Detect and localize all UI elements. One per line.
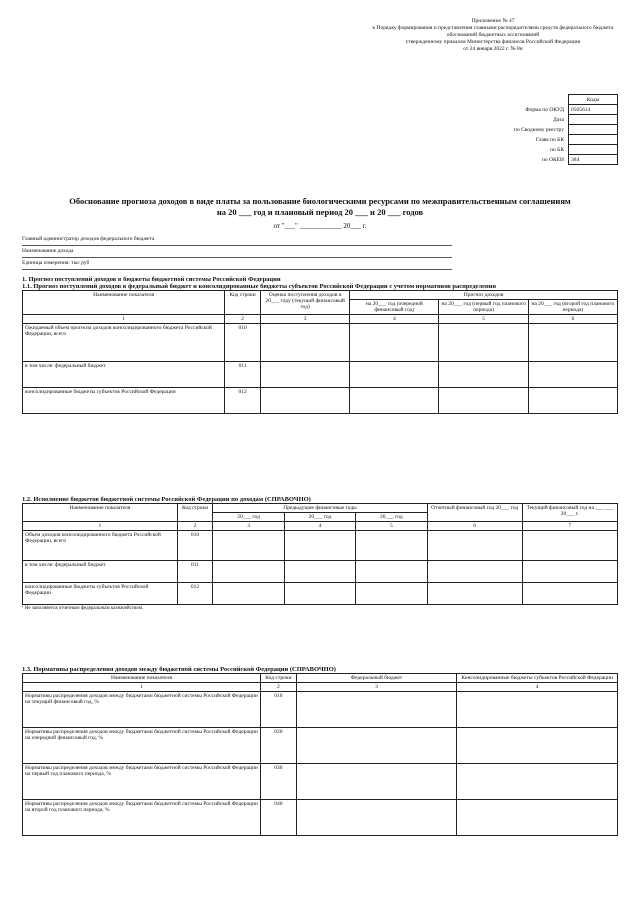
col-header: Федеральный бюджет [296, 674, 457, 683]
col-header: 20___ год [213, 513, 284, 522]
row-name: в том числе: федеральный бюджет [23, 561, 178, 583]
appendix-line: обоснований бюджетных ассигнований [446, 32, 540, 38]
col-number: 1 [23, 315, 225, 324]
value-cell[interactable] [439, 324, 528, 362]
col-number: 5 [439, 315, 528, 324]
table-row [23, 388, 618, 414]
codes-header: Коды [569, 95, 618, 105]
table-row [23, 800, 618, 836]
row-code: 020 [261, 728, 297, 764]
value-cell[interactable] [439, 388, 528, 414]
code-value [569, 125, 618, 135]
value-cell[interactable] [296, 692, 457, 728]
value-cell[interactable] [457, 764, 618, 800]
value-cell[interactable] [528, 362, 617, 388]
col-number: 7 [522, 522, 617, 531]
row-name: консолидированные бюджеты субъектов Российской Федерации [23, 583, 178, 605]
row-name: в том числе: федеральный бюджет [23, 362, 225, 388]
value-cell[interactable] [260, 324, 349, 362]
value-cell[interactable] [350, 362, 439, 388]
col-header: на 20___ год (первый год планового периода) [439, 300, 528, 315]
table-row [23, 561, 618, 583]
value-cell[interactable] [350, 324, 439, 362]
code-label: по БК [550, 146, 564, 153]
code-label: по Сводному реестру [514, 126, 564, 133]
col-number: 3 [260, 315, 349, 324]
value-cell[interactable] [296, 764, 457, 800]
table-row [23, 764, 618, 800]
table-row [23, 362, 618, 388]
value-cell[interactable] [356, 561, 427, 583]
col-header: Наименование показателя [23, 504, 178, 522]
execution-table [22, 503, 618, 605]
row-code: 010 [225, 324, 261, 362]
meta-block [22, 236, 452, 272]
value-cell[interactable] [427, 531, 522, 561]
value-cell[interactable] [522, 531, 617, 561]
forecast-table [22, 290, 618, 414]
col-header: на 20___ год (второй год планового периода) [528, 300, 617, 315]
value-cell[interactable] [284, 561, 355, 583]
appendix-line: от 24 января 2022 г. № 8н [463, 46, 523, 52]
table-row [23, 324, 618, 362]
col-number: 6 [427, 522, 522, 531]
meta-row: Главный администратор доходов федерального бюджета [22, 236, 452, 246]
code-value: 0505614 [569, 105, 618, 115]
value-cell[interactable] [528, 388, 617, 414]
code-label: Глава по БК [535, 136, 564, 143]
table-row [23, 728, 618, 764]
code-value [569, 145, 618, 155]
col-header: Предыдущие финансовые годы [213, 504, 427, 513]
table-row [23, 531, 618, 561]
value-cell[interactable] [350, 388, 439, 414]
col-number: 2 [225, 315, 261, 324]
section-1 [22, 276, 618, 414]
value-cell[interactable] [213, 583, 284, 605]
row-name: Нормативы распределения доходов между бюджетами бюджетной системы Российской Федерации на очередной финансовый год, % [23, 728, 261, 764]
document-page [22, 18, 618, 886]
row-code: 011 [177, 561, 213, 583]
col-number: 3 [296, 683, 457, 692]
value-cell[interactable] [427, 561, 522, 583]
value-cell[interactable] [260, 362, 349, 388]
row-code: 040 [261, 800, 297, 836]
col-header: Оценка поступления доходов в 20___ году (текущий финансовый год) [260, 291, 349, 315]
title-line-2: на 20 ___ год и плановый период 20 ___ и 20 ___ годов [216, 207, 424, 217]
code-label: Дата [553, 116, 564, 123]
value-cell[interactable] [296, 800, 457, 836]
section-1-3 [22, 666, 618, 836]
row-name: Объем доходов консолидированного бюджета Российской Федерации, всего [23, 531, 178, 561]
col-header: Наименование показателя [23, 291, 225, 315]
appendix-line: к Порядку формирования и представления главными распорядителями средств федерального бюджета [372, 25, 614, 31]
meta-row: Наименование дохода [22, 248, 452, 258]
row-code: 010 [261, 692, 297, 728]
col-header: Текущий финансовый год на ___ ___ 20___ г. [522, 504, 617, 522]
row-name: Ожидаемый объем прогноза доходов консолидированного бюджета Российской Федерации, всего [23, 324, 225, 362]
col-number: 2 [261, 683, 297, 692]
value-cell[interactable] [356, 583, 427, 605]
value-cell[interactable] [260, 388, 349, 414]
value-cell[interactable] [457, 800, 618, 836]
col-header: Консолидированные бюджеты субъектов Российской Федерации [457, 674, 618, 683]
row-name: Нормативы распределения доходов между бюджетами бюджетной системы Российской Федерации на второй год планового периода, % [23, 800, 261, 836]
col-number: 4 [457, 683, 618, 692]
col-number: 4 [350, 315, 439, 324]
appendix-title: Приложение № 47 [471, 18, 515, 24]
value-cell[interactable] [427, 583, 522, 605]
value-cell[interactable] [284, 531, 355, 561]
col-number: 6 [528, 315, 617, 324]
col-number: 1 [23, 683, 261, 692]
row-code: 030 [261, 764, 297, 800]
value-cell[interactable] [522, 583, 617, 605]
appendix-line: утвержденному приказом Министерства финансов Российской Федерации [405, 39, 581, 45]
norms-table [22, 673, 618, 836]
value-cell[interactable] [439, 362, 528, 388]
value-cell[interactable] [522, 561, 617, 583]
value-cell[interactable] [284, 583, 355, 605]
section-subtitle: 1.1. Прогноз поступлений доходов в федеральный бюджет и консолидированные бюджеты субъектов Российской Федерации с учетом нормативов распределения [22, 283, 497, 290]
value-cell[interactable] [457, 692, 618, 728]
meta-row: Единица измерения: тыс руб [22, 260, 452, 270]
row-code: 012 [225, 388, 261, 414]
value-cell[interactable] [296, 728, 457, 764]
col-header: 20___ год [284, 513, 355, 522]
table-row [23, 583, 618, 605]
value-cell[interactable] [457, 728, 618, 764]
appendix-block [368, 18, 618, 53]
table-row [23, 692, 618, 728]
row-name: Нормативы распределения доходов между бюджетами бюджетной системы Российской Федерации на первый год планового периода, % [23, 764, 261, 800]
value-cell[interactable] [528, 324, 617, 362]
footnote: ¹ Не заполняется отчетным федеральным казначейством. [22, 606, 144, 611]
document-title [22, 196, 618, 218]
col-header: Код строки [225, 291, 261, 315]
col-number: 2 [177, 522, 213, 531]
code-value [569, 115, 618, 125]
col-header: на 20___ год (очередной финансовый год) [350, 300, 439, 315]
code-value [569, 135, 618, 145]
col-number: 5 [356, 522, 427, 531]
row-code: 012 [177, 583, 213, 605]
col-header: Код строки [177, 504, 213, 522]
section-1-2 [22, 496, 618, 611]
section-title: 1.2. Исполнение бюджетов бюджетной системы Российской Федерации по доходам (СПРАВОЧНО) [22, 496, 311, 503]
section-title: 1. Прогноз поступлений доходов в бюджеты бюджетной системы Российской Федерации [22, 276, 281, 283]
value-cell[interactable] [213, 561, 284, 583]
col-header: 20___ год [356, 513, 427, 522]
col-number: 4 [284, 522, 355, 531]
codes-box [458, 94, 618, 165]
col-header: Отчетный финансовый год 20___ год [427, 504, 522, 522]
row-code: 010 [177, 531, 213, 561]
document-date: от "___" ____________ 20___ г. [273, 222, 367, 230]
section-title: 1.3. Нормативы распределения доходов между бюджетной системы Российской Федерации (СПРАВОЧНО) [22, 666, 336, 673]
row-code: 011 [225, 362, 261, 388]
title-line-1: Обоснование прогноза доходов в виде платы за пользование биологическими ресурсами по межправительственным соглашениям [69, 196, 571, 206]
code-label: по ОКЕИ [541, 156, 564, 163]
code-value: 384 [569, 155, 618, 165]
code-label: Форма по ОКУД [525, 106, 564, 113]
row-name: Нормативы распределения доходов между бюджетами бюджетной системы Российской Федерации на текущий финансовый год, % [23, 692, 261, 728]
value-cell[interactable] [213, 531, 284, 561]
value-cell[interactable] [356, 531, 427, 561]
col-header: Код строки [261, 674, 297, 683]
row-name: консолидированные бюджеты субъектов Российской Федерации [23, 388, 225, 414]
col-header: Наименование показателя [23, 674, 261, 683]
col-number: 1 [23, 522, 178, 531]
col-header: Прогноз доходов [350, 291, 618, 300]
col-number: 3 [213, 522, 284, 531]
